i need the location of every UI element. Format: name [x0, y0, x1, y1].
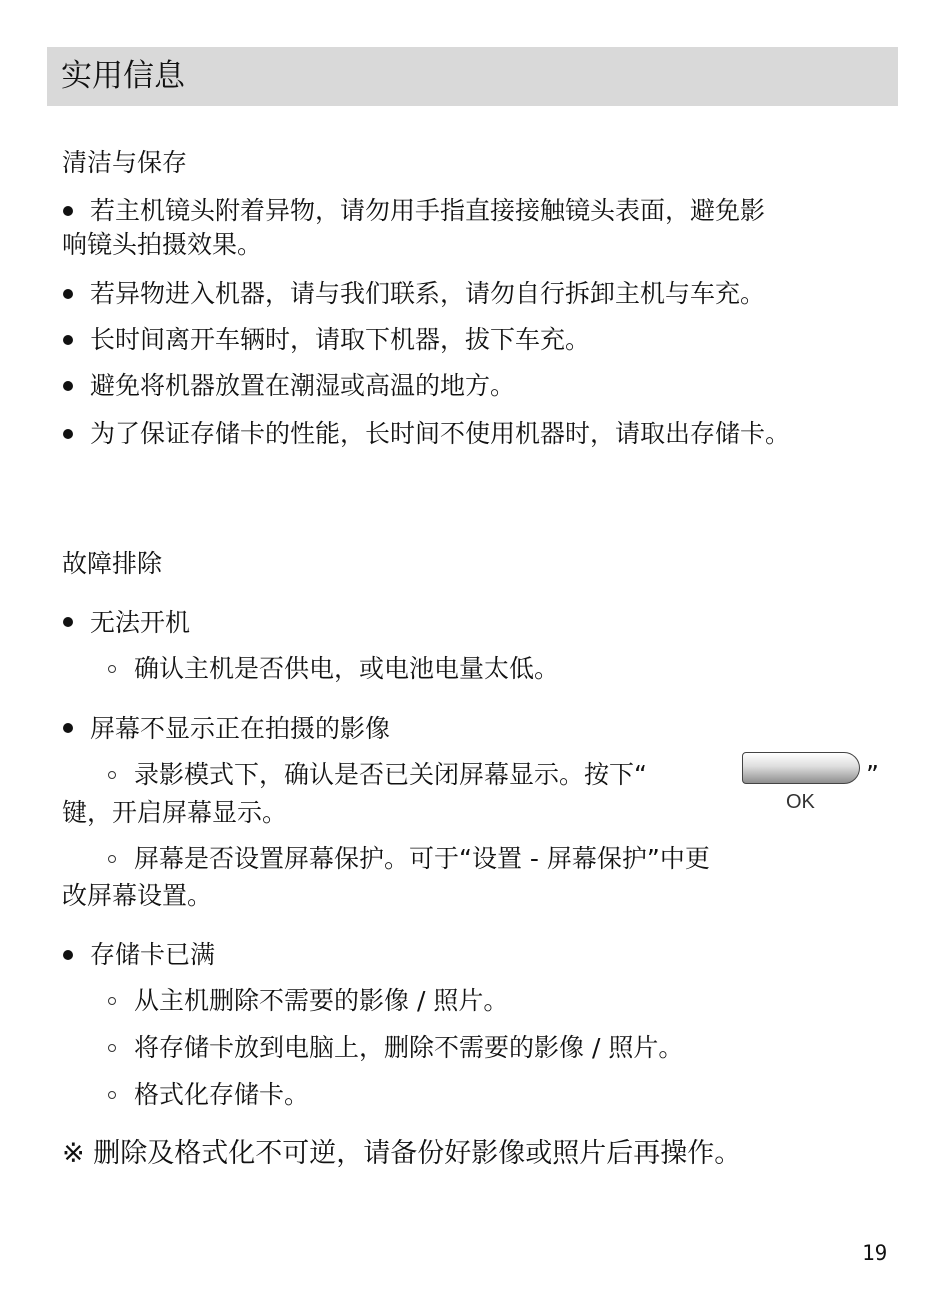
- warning-note: ※ 删除及格式化不可逆，请备份好影像或照片后再操作。: [62, 1138, 742, 1169]
- bullet-icon: [63, 335, 73, 345]
- bullet-icon: [63, 206, 73, 216]
- cleaning-item-2: 若异物进入机器，请与我们联系，请勿自行拆卸主机与车充。: [90, 279, 766, 308]
- sub-bullet-icon: [108, 665, 116, 673]
- card-sub-1: 从主机删除不需要的影像 / 照片。: [134, 986, 509, 1015]
- sub-bullet-icon: [108, 771, 116, 779]
- cleaning-item-4: 避免将机器放置在潮湿或高温的地方。: [90, 371, 516, 400]
- sub-bullet-icon: [108, 1044, 116, 1052]
- bullet-icon: [63, 617, 73, 627]
- page-number: 19: [862, 1241, 888, 1265]
- ok-button-icon: [742, 752, 860, 784]
- ok-label: OK: [786, 791, 815, 813]
- sub-bullet-icon: [108, 855, 116, 863]
- card-sub-3: 格式化存储卡。: [134, 1080, 310, 1109]
- cleaning-item-1-line-2: 响镜头拍摄效果。: [62, 230, 263, 259]
- screen-sub-2-line-1: 屏幕是否设置屏幕保护。可于“设置 - 屏幕保护”中更: [134, 844, 710, 873]
- bullet-icon: [63, 429, 73, 439]
- screen-sub-1-line-2: 键，开启屏幕显示。: [62, 798, 288, 827]
- power-sub-1: 确认主机是否供电，或电池电量太低。: [134, 654, 560, 683]
- troubleshooting-title: 故障排除: [62, 549, 163, 578]
- page-title: 实用信息: [61, 58, 185, 94]
- cleaning-title: 清洁与保存: [62, 148, 188, 177]
- card-heading: 存储卡已满: [90, 940, 216, 969]
- bullet-icon: [63, 723, 73, 733]
- sub-bullet-icon: [108, 997, 116, 1005]
- cleaning-item-1-line-1: 若主机镜头附着异物，请勿用手指直接接触镜头表面，避免影: [90, 196, 766, 225]
- sub-bullet-icon: [108, 1091, 116, 1099]
- bullet-icon: [63, 950, 73, 960]
- cleaning-item-5: 为了保证存储卡的性能，长时间不使用机器时，请取出存储卡。: [90, 419, 791, 448]
- power-heading: 无法开机: [90, 608, 191, 637]
- screen-sub-2-line-2: 改屏幕设置。: [62, 881, 213, 910]
- cleaning-item-3: 长时间离开车辆时，请取下机器，拔下车充。: [90, 325, 591, 354]
- screen-sub-1-prefix: 录影模式下，确认是否已关闭屏幕显示。按下“: [134, 760, 647, 789]
- card-sub-2: 将存储卡放到电脑上，删除不需要的影像 / 照片。: [134, 1033, 684, 1062]
- bullet-icon: [63, 289, 73, 299]
- screen-heading: 屏幕不显示正在拍摄的影像: [90, 714, 391, 743]
- section-header: [47, 47, 898, 106]
- screen-sub-1-suffix: ”: [866, 760, 879, 789]
- bullet-icon: [63, 381, 73, 391]
